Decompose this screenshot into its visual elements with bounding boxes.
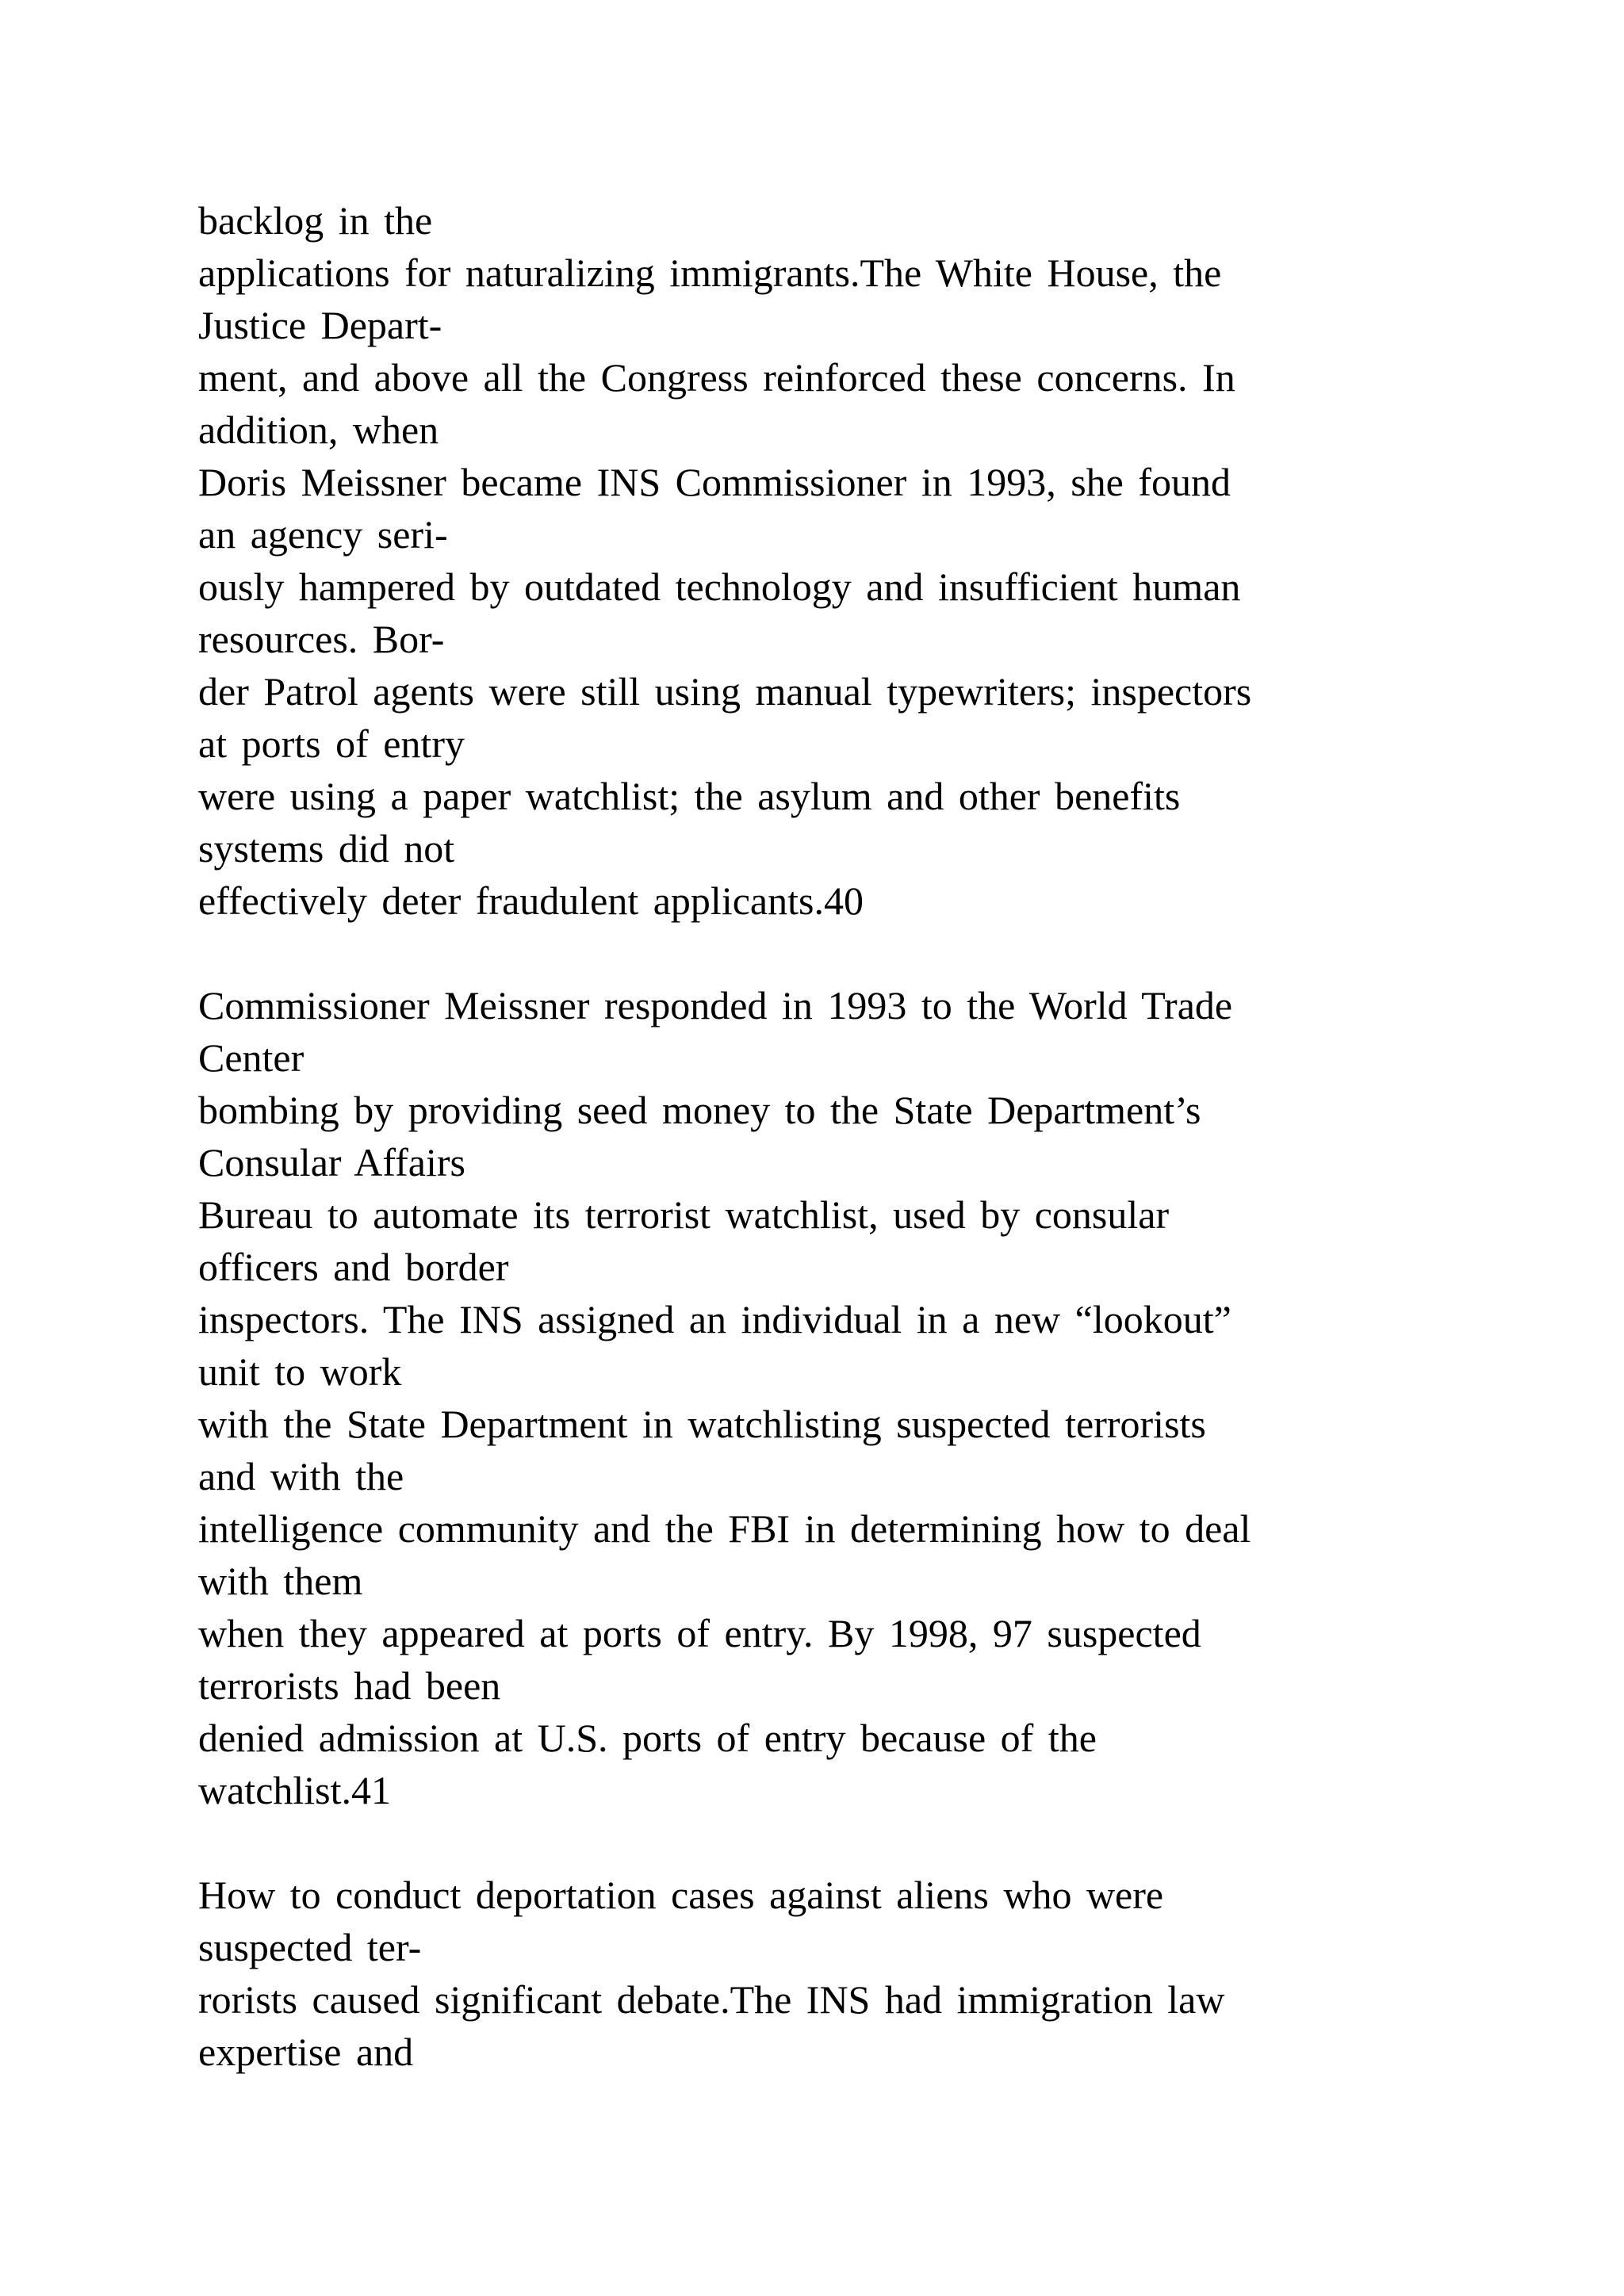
text-line: bombing by providing seed money to the State Department’s [198,1088,1201,1132]
text-line: Justice Depart- [198,303,442,347]
text-line: expertise and [198,2030,414,2074]
text-line: and with the [198,1454,404,1498]
paragraph-3 [198,1869,1530,2078]
text-line: rorists caused significant debate.The INS had immigration law [198,1977,1225,2022]
text-line: suspected ter- [198,1925,422,1969]
text-line: an agency seri- [198,512,448,557]
text-line: Center [198,1035,304,1080]
text-line: Commissioner Meissner responded in 1993 to the World Trade [198,983,1233,1027]
document-page [198,194,1530,2130]
text-line: when they appeared at ports of entry. By 1998, 97 suspected [198,1611,1201,1655]
text-line: der Patrol agents were still using manual typewriters; inspectors [198,669,1252,714]
text-line: watchlist.41 [198,1768,392,1812]
text-line: resources. Bor- [198,617,445,661]
text-line: with them [198,1559,363,1603]
text-line: unit to work [198,1349,402,1394]
text-line: Doris Meissner became INS Commissioner in 1993, she found [198,460,1231,504]
text-line: officers and border [198,1245,509,1289]
text-line: Consular Affairs [198,1140,465,1184]
text-line: How to conduct deportation cases against aliens who were [198,1873,1164,1917]
text-line: effectively deter fraudulent applicants.40 [198,878,864,923]
text-line: applications for naturalizing immigrants.The White House, the [198,251,1222,295]
text-line: terrorists had been [198,1663,501,1708]
paragraph-2 [198,979,1530,1816]
paragraph-1 [198,194,1530,927]
text-line: were using a paper watchlist; the asylum and other benefits [198,774,1181,818]
text-line: Bureau to automate its terrorist watchlist, used by consular [198,1192,1170,1237]
text-line: denied admission at U.S. ports of entry because of the [198,1716,1097,1760]
text-line: at ports of entry [198,721,465,766]
text-line: addition, when [198,408,439,452]
text-line: with the State Department in watchlisting suspected terrorists [198,1402,1206,1446]
text-line: inspectors. The INS assigned an individual in a new “lookout” [198,1297,1231,1341]
text-line: backlog in the [198,198,433,243]
text-line: ously hampered by outdated technology and insufficient human [198,564,1241,609]
text-line: systems did not [198,826,455,871]
text-line: ment, and above all the Congress reinforced these concerns. In [198,355,1235,400]
text-line: intelligence community and the FBI in determining how to deal [198,1506,1251,1551]
